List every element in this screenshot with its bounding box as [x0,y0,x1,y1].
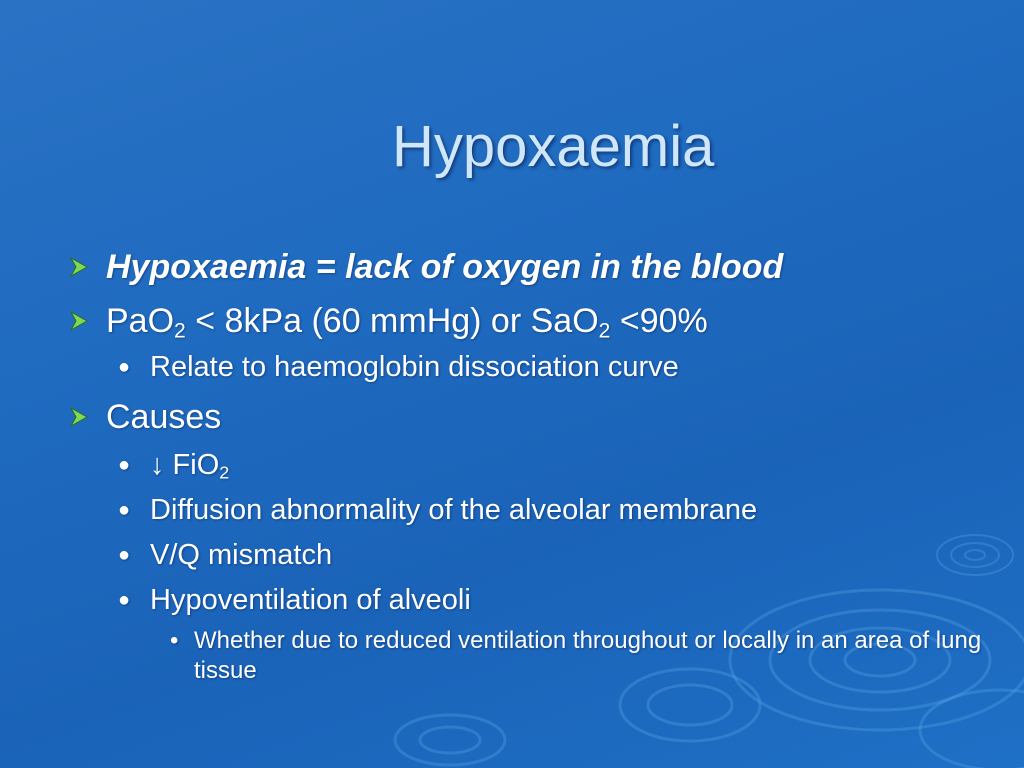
dot-bullet-icon: ● [118,454,131,476]
bullet-text: Hypoventilation of alveoli [150,584,471,616]
small-dot-bullet-icon: • [170,627,179,654]
arrow-bullet-icon [68,256,90,278]
bullet-text: Causes [106,398,222,436]
bullet-text: Hypoxaemia = lack of oxygen in the blood [106,248,784,286]
dot-bullet-icon: ● [118,356,131,378]
bullet-text: ↓ FiO$_2$ [150,449,230,483]
slide-title: Hypoxaemia [392,114,715,179]
bullet-text: Whether due to reduced ventilation throughout or locally in an area of lung tissue [194,627,982,684]
bullet-text: Relate to haemoglobin dissociation curve [150,351,679,383]
dot-bullet-icon: ● [118,499,131,521]
dot-bullet-icon: ● [118,589,131,611]
bullet-text: PaO$_2$ < 8kPa (60 mmHg) or SaO$_2$ <90% [106,302,708,343]
arrow-bullet-icon [68,310,90,332]
dot-bullet-icon: ● [118,544,131,566]
bullet-text: V/Q mismatch [150,539,333,571]
arrow-bullet-icon [68,406,90,428]
bullet-text: Diffusion abnormality of the alveolar membrane [150,494,758,526]
